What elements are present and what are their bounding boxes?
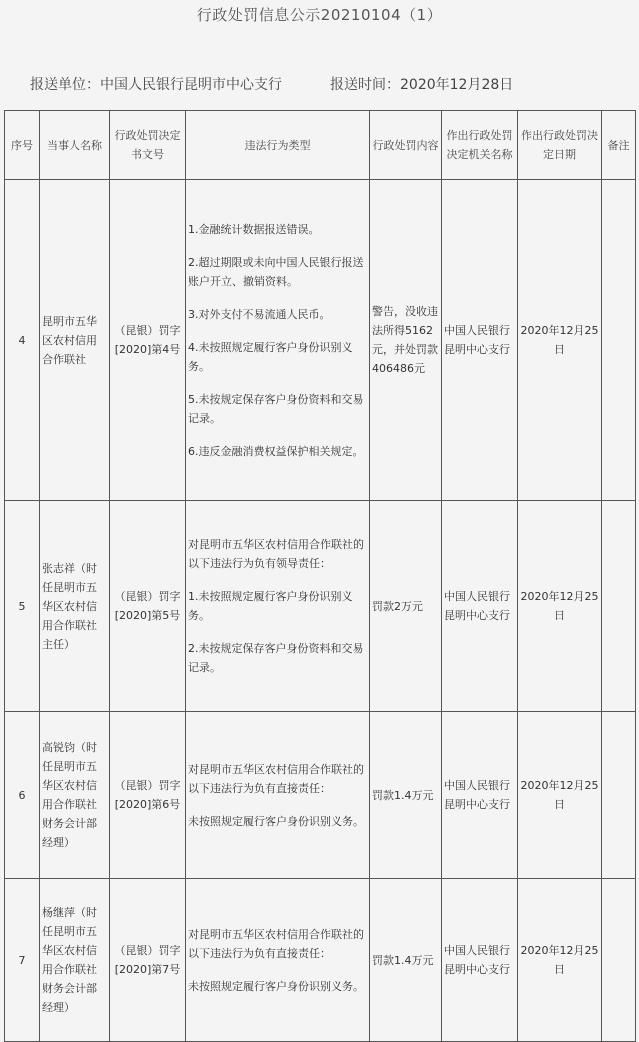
cell-violation [186, 712, 370, 879]
penalty-table [4, 110, 636, 1042]
violation-item: 1.金融统计数据报送错误。 [188, 222, 320, 236]
cell-remark [602, 180, 636, 501]
cell-party: 张志祥（时任昆明市五华区农村信用合作联社主任） [40, 501, 110, 712]
cell-violation [186, 180, 370, 501]
cell-org: 中国人民银行昆明中心支行 [442, 712, 518, 879]
cell-no: 7 [5, 879, 40, 1042]
violation-item: 3.对外支付不易流通人民币。 [188, 307, 331, 321]
cell-no: 5 [5, 501, 40, 712]
table-row [5, 712, 636, 879]
page-title: 行政处罚信息公示20210104（1） [196, 6, 443, 24]
cell-org: 中国人民银行昆明中心支行 [442, 180, 518, 501]
report-meta [30, 74, 513, 94]
col-header-doc-no: 行政处罚决定书文号 [110, 111, 186, 180]
cell-remark [602, 712, 636, 879]
violation-item: 未按照规定履行客户身份识别义务。 [188, 814, 364, 828]
violation-item: 2.超过期限或未向中国人民银行报送账户开立、撤销资料。 [188, 255, 364, 288]
violation-item: 5.未按规定保存客户身份资料和交易记录。 [188, 392, 364, 425]
report-time: 报送时间：2020年12月28日 [330, 77, 514, 93]
violation-item: 对昆明市五华区农村信用合作联社的以下违法行为负有领导责任： [188, 538, 364, 570]
cell-org: 中国人民银行昆明中心支行 [442, 879, 518, 1042]
cell-content: 警告，没收违法所得5162元，并处罚款406486元 [370, 180, 442, 501]
col-header-org: 作出行政处罚决定机关名称 [442, 111, 518, 180]
col-header-remark: 备注 [602, 111, 636, 180]
cell-no: 4 [5, 180, 40, 501]
reporting-unit: 报送单位：中国人民银行昆明市中心支行 [30, 77, 282, 93]
violation-item: 对昆明市五华区农村信用合作联社的以下违法行为负有直接责任： [188, 927, 364, 960]
violation-item: 未按照规定履行客户身份识别义务。 [188, 979, 364, 993]
col-header-no: 序号 [5, 111, 40, 180]
cell-violation [186, 879, 370, 1042]
col-header-violation: 违法行为类型 [186, 111, 370, 180]
cell-doc-no: （昆银）罚字[2020]第5号 [110, 501, 186, 712]
col-header-date: 作出行政处罚决定日期 [518, 111, 602, 180]
cell-no: 6 [5, 712, 40, 879]
violation-item: 4.未按照规定履行客户身份识别义务。 [188, 340, 353, 373]
table-row [5, 501, 636, 712]
col-header-party: 当事人名称 [40, 111, 110, 180]
table-header-row [5, 111, 636, 180]
cell-date: 2020年12月25日 [518, 879, 602, 1042]
cell-remark [602, 501, 636, 712]
cell-party: 高锐钧（时任昆明市五华区农村信用合作联社财务会计部经理） [40, 712, 110, 879]
violation-item: 1.未按照规定履行客户身份识别义务。 [188, 590, 353, 622]
cell-org: 中国人民银行昆明中心支行 [442, 501, 518, 712]
violation-item: 对昆明市五华区农村信用合作联社的以下违法行为负有直接责任： [188, 762, 364, 795]
cell-remark [602, 879, 636, 1042]
cell-party: 昆明市五华区农村信用合作联社 [40, 180, 110, 501]
cell-content: 罚款2万元 [370, 501, 442, 712]
cell-date: 2020年12月25日 [518, 712, 602, 879]
cell-doc-no: （昆银）罚字[2020]第6号 [110, 712, 186, 879]
violation-item: 2.未按规定保存客户身份资料和交易记录。 [188, 642, 364, 674]
col-header-content: 行政处罚内容 [370, 111, 442, 180]
table-row [5, 180, 636, 501]
cell-doc-no: （昆银）罚字[2020]第4号 [110, 180, 186, 501]
cell-content: 罚款1.4万元 [370, 879, 442, 1042]
cell-party: 杨继萍（时任昆明市五华区农村信用合作联社财务会计部经理） [40, 879, 110, 1042]
table-row [5, 879, 636, 1042]
cell-content: 罚款1.4万元 [370, 712, 442, 879]
cell-date: 2020年12月25日 [518, 501, 602, 712]
cell-date: 2020年12月25日 [518, 180, 602, 501]
violation-item: 6.违反金融消费权益保护相关规定。 [188, 444, 364, 458]
cell-violation [186, 501, 370, 712]
cell-doc-no: （昆银）罚字[2020]第7号 [110, 879, 186, 1042]
